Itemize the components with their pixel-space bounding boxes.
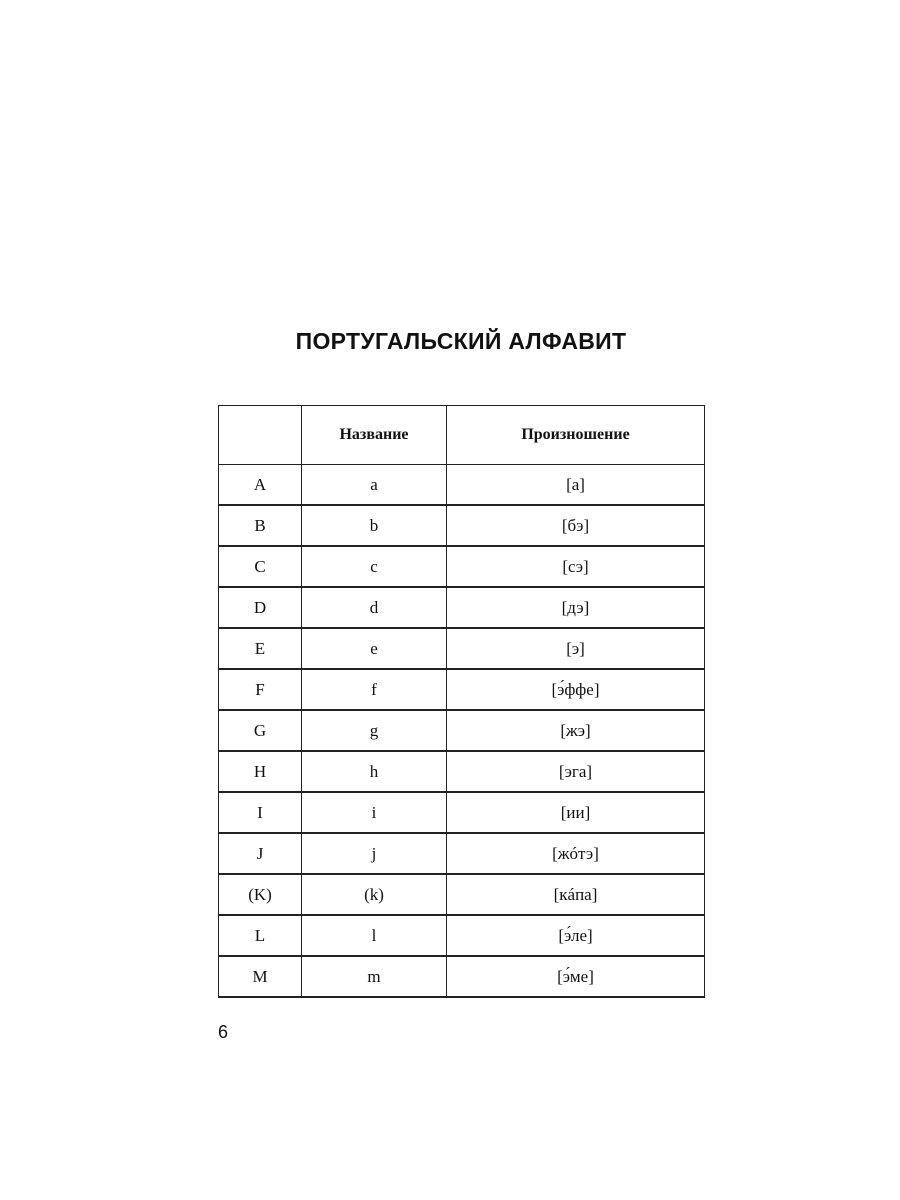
pronunciation-cell: [a] (447, 465, 705, 506)
pronunciation-cell: [кáпа] (447, 874, 705, 915)
pronunciation-cell: [э́ле] (447, 915, 705, 956)
letter-cell: (K) (219, 874, 302, 915)
table-row (219, 874, 705, 915)
letter-cell: G (219, 710, 302, 751)
table-row (219, 546, 705, 587)
pronunciation-cell: [эга] (447, 751, 705, 792)
name-cell: g (302, 710, 447, 751)
table-row (219, 505, 705, 546)
pronunciation-cell: [дэ] (447, 587, 705, 628)
page-title: ПОРТУГАЛЬСКИЙ АЛФАВИТ (295, 328, 627, 354)
name-cell: c (302, 546, 447, 587)
pronunciation-cell: [э́ме] (447, 956, 705, 997)
table-row (219, 751, 705, 792)
letter-cell: B (219, 505, 302, 546)
letter-cell: L (219, 915, 302, 956)
table-row (219, 465, 705, 506)
alphabet-table (218, 405, 705, 998)
table-header-row (219, 406, 705, 465)
name-cell: e (302, 628, 447, 669)
name-cell: f (302, 669, 447, 710)
page-number: 6 (218, 1022, 229, 1042)
pronunciation-cell: [сэ] (447, 546, 705, 587)
letter-cell: C (219, 546, 302, 587)
name-cell: m (302, 956, 447, 997)
name-cell: b (302, 505, 447, 546)
table-row (219, 669, 705, 710)
pronunciation-cell: [бэ] (447, 505, 705, 546)
letter-cell: A (219, 465, 302, 506)
table-row (219, 915, 705, 956)
table-row (219, 628, 705, 669)
letter-cell: D (219, 587, 302, 628)
pronunciation-cell: [э́ффе] (447, 669, 705, 710)
letter-cell: I (219, 792, 302, 833)
pronunciation-cell: [ии] (447, 792, 705, 833)
table-row (219, 792, 705, 833)
header-name: Название (302, 406, 447, 465)
table-row (219, 710, 705, 751)
table-row (219, 587, 705, 628)
name-cell: l (302, 915, 447, 956)
letter-cell: H (219, 751, 302, 792)
name-cell: h (302, 751, 447, 792)
letter-cell: J (219, 833, 302, 874)
table-row (219, 956, 705, 997)
name-cell: (k) (302, 874, 447, 915)
pronunciation-cell: [жэ] (447, 710, 705, 751)
letter-cell: M (219, 956, 302, 997)
table-row (219, 833, 705, 874)
header-pronunciation: Произношение (447, 406, 705, 465)
name-cell: d (302, 587, 447, 628)
letter-cell: F (219, 669, 302, 710)
pronunciation-cell: [жóтэ] (447, 833, 705, 874)
header-letter (219, 406, 302, 465)
name-cell: j (302, 833, 447, 874)
letter-cell: E (219, 628, 302, 669)
pronunciation-cell: [э] (447, 628, 705, 669)
name-cell: i (302, 792, 447, 833)
name-cell: a (302, 465, 447, 506)
